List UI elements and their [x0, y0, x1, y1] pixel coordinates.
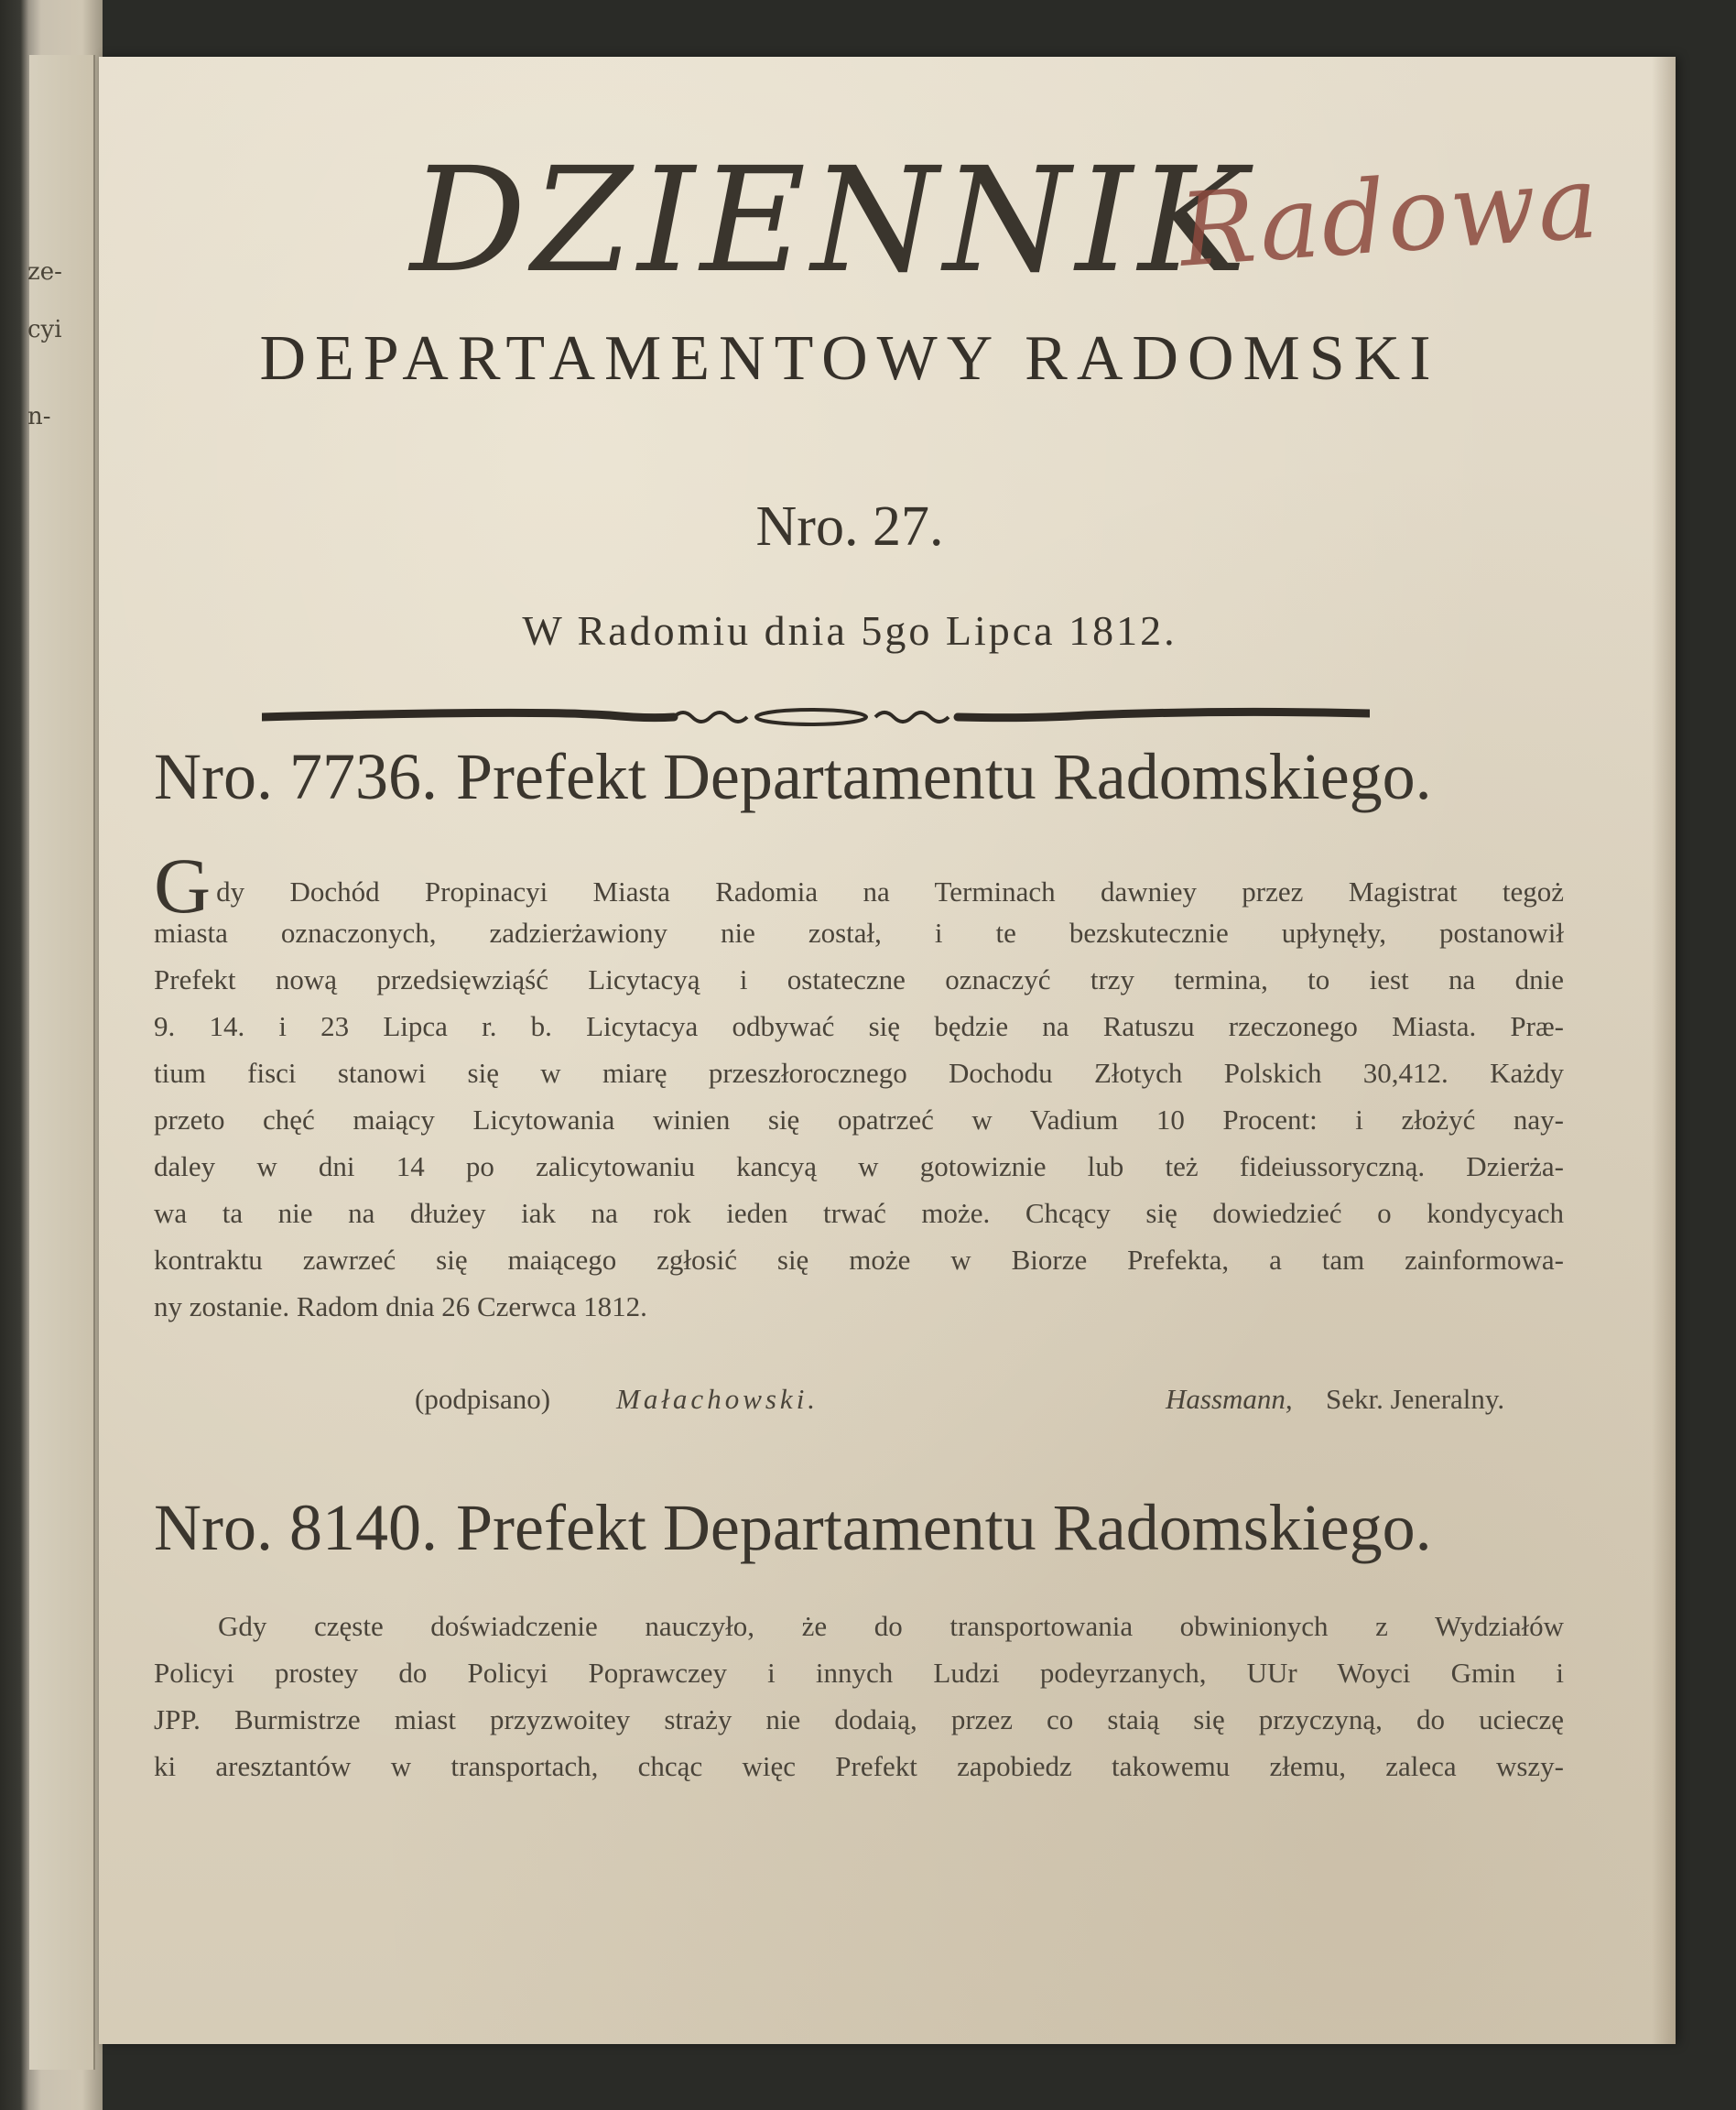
text-line: Prefekt nową przedsięwziąść Licytacyą i ostateczne oznaczyć trzy termina, to iest na dnie — [154, 963, 1564, 995]
masthead-subtitle: DEPARTAMENTOWY RADOMSKI — [259, 323, 1440, 394]
text-line: ny zostanie. Radom dnia 26 Czerwca 1812. — [154, 1290, 647, 1322]
text-line: 9. 14. i 23 Lipca r. b. Licytacya odbywać się będzie na Ratuszu rzeczonego Miasta. Præ- — [154, 1010, 1564, 1042]
section-number: Nro. 8140. — [154, 1491, 438, 1564]
signatory-name: Małachowski. — [616, 1383, 819, 1415]
text-line: Gdy Dochód Propinacyi Miasta Radomia na Terminach dawniey przez Magistrat tegoż — [154, 842, 1564, 930]
text-line: wa ta nie na dłużey iak na rok ieden trwać może. Chcący się dowiedzieć o kondycyach — [154, 1197, 1564, 1229]
section-heading — [154, 739, 1582, 815]
signature-prefix: (podpisano) — [415, 1383, 551, 1415]
margin-fragment: n- — [27, 403, 51, 430]
text-line: miasta oznaczonych, zadzierżawiony nie został, i te bezskutecznie upłynęły, postanowił — [154, 917, 1564, 949]
secretary-title: Sekr. Jeneralny. — [1326, 1383, 1505, 1415]
masthead-title: DZIENNIK — [410, 136, 1253, 305]
issue-number: Nro. 27. — [755, 495, 944, 558]
drop-cap: G — [154, 842, 212, 930]
handwritten-annotation: Radowa — [1176, 143, 1604, 289]
section-title: Prefekt Departamentu Radomskiego. — [455, 1491, 1432, 1564]
book-binding-edge — [0, 0, 103, 2110]
section-body — [154, 842, 1564, 1330]
section-number: Nro. 7736. — [154, 740, 438, 813]
issue-date: W Radomiu dnia 5go Lipca 1812. — [522, 607, 1177, 654]
text-line: Gdy częste doświadczenie nauczyło, że do transportowania obwinionych z Wydziałów — [218, 1610, 1564, 1642]
text-line: ki aresztantów w transportach, chcąc więc Prefekt zapobiedz takowemu złemu, zaleca wszy- — [154, 1750, 1564, 1782]
ornamental-divider — [262, 702, 1370, 732]
secretary-name: Hassmann, — [1166, 1383, 1293, 1415]
newspaper-page — [99, 57, 1676, 2044]
section-title: Prefekt Departamentu Radomskiego. — [455, 740, 1432, 813]
text-line: daley w dni 14 po zalicytowaniu kancyą w gotowiznie lub też fideiussoryczną. Dzierża- — [154, 1150, 1564, 1182]
section-heading — [154, 1490, 1582, 1566]
text-line: JPP. Burmistrze miast przyzwoitey straży nie dodaią, przez co staią się przyczyną, do ucieczę — [154, 1703, 1564, 1735]
text-line: Policyi prostey do Policyi Poprawczey i innych Ludzi podeyrzanych, UUr Woyci Gmin i — [154, 1657, 1564, 1689]
text-line: kontraktu zawrzeć się maiącego zgłosić się może w Biorze Prefekta, a tam zainformowa- — [154, 1244, 1564, 1276]
adjacent-page-edge — [29, 55, 95, 2070]
section-body — [154, 1603, 1564, 1789]
margin-fragment: cyi — [27, 316, 62, 343]
text-line: tium fisci stanowi się w miarę przeszłorocznego Dochodu Złotych Polskich 30,412. Każdy — [154, 1057, 1564, 1089]
margin-fragment: ze- — [27, 258, 62, 286]
text-line: przeto chęć maiący Licytowania winien się opatrzeć w Vadium 10 Procent: i złożyć nay- — [154, 1104, 1564, 1136]
